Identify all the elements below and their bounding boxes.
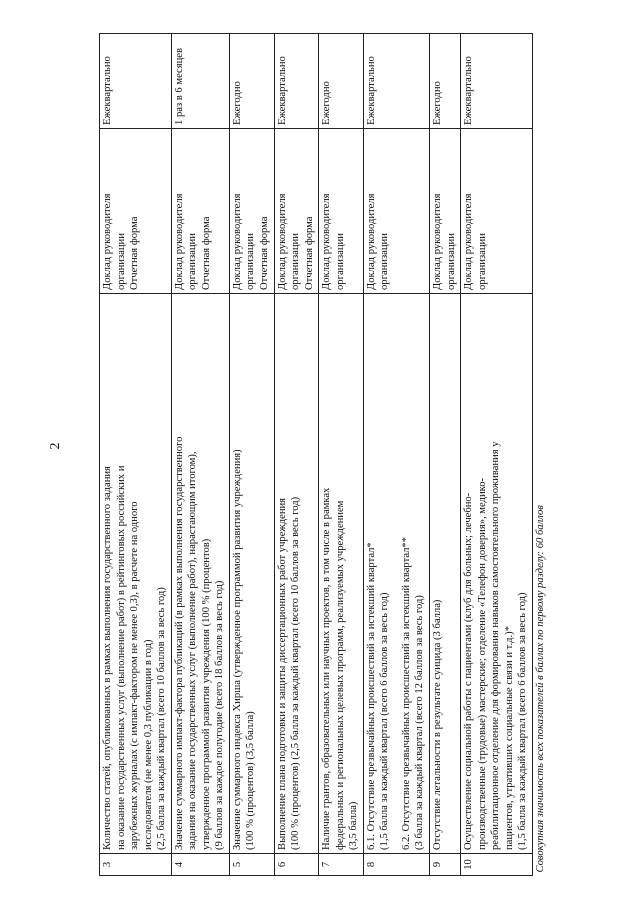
source-line: Доклад руководителя [276, 193, 288, 290]
indicator-line: Наличие грантов, образовательных или научных проектов, в том числе в рамках [321, 487, 333, 850]
indicator-cell [171, 294, 229, 854]
source-line: Доклад руководителя [432, 193, 444, 290]
indicator-line: 6.1. Отсутствие чрезвычайных происшествий за истекший квартал* [365, 542, 377, 850]
source-line: организации [445, 233, 457, 290]
source-cell [461, 129, 533, 294]
source-line: организации [476, 233, 488, 290]
period-cell: Ежегодно [430, 34, 461, 129]
indicator-line: (1,5 балла за каждый квартал (всего 6 баллов за весь год) [517, 592, 529, 850]
indicator-line: пациентов, утративших социальные связи и т.д.)* [503, 625, 515, 850]
indicator-cell [274, 294, 319, 854]
source-line: организации [245, 233, 257, 290]
source-cell [274, 129, 319, 294]
indicator-line: производственные (трудовые) мастерские; отделение «Телефон доверия», медико- [476, 477, 488, 850]
source-line: Отчетная форма [259, 216, 271, 290]
indicator-line: Значение суммарного импакт-фактора публикаций (в рамках выполнения государственного [173, 436, 185, 850]
table-row [229, 34, 274, 876]
indicator-line: Количество статей, опубликованных в рамках выполнения государственного задания [102, 466, 113, 850]
indicator-line: Осуществление социальной работы с пациентами (клуб для больных; лечебно- [463, 492, 475, 850]
criteria-table-body [100, 34, 533, 876]
period-cell: Ежеквартально [461, 34, 533, 129]
indicator-line: исследователя (не менее 0,3 публикации в год) [142, 639, 154, 850]
indicator-line: 6.2. Отсутствие чрезвычайных происшествий за истекший квартал** [400, 536, 412, 850]
indicator-cell [100, 294, 172, 854]
table-row [461, 34, 533, 876]
row-number: 8 [363, 854, 429, 876]
source-line: Доклад руководителя [173, 193, 185, 290]
criteria-table-container [99, 34, 546, 876]
total-row [532, 34, 549, 876]
indicator-line: Выполнение плана подготовки и защиты диссертационных работ учреждения [276, 497, 288, 850]
indicator-line: на оказание государственных услуг (выполнение работ) в рейтинговых российских и [115, 465, 127, 850]
indicator-line: реабилитационное отделение для формирования навыков самостоятельного проживания у [490, 441, 502, 850]
source-line: организации [290, 233, 302, 290]
table-row [319, 34, 364, 876]
row-number: 6 [274, 854, 319, 876]
indicator-cell [461, 294, 533, 854]
table-row [171, 34, 229, 876]
source-cell [319, 129, 364, 294]
indicator-line: Значение суммарного индекса Хирша (утвержденное программой развития учреждения) [231, 449, 243, 850]
period-cell: Ежегодно [319, 34, 364, 129]
source-line: Доклад руководителя [365, 193, 377, 290]
source-line: Доклад руководителя [231, 193, 243, 290]
source-cell [430, 129, 461, 294]
indicator-line: (3 балла за каждый квартал (всего 12 баллов за весь год) [414, 595, 426, 850]
row-number: 4 [171, 854, 229, 876]
source-cell [100, 129, 172, 294]
indicator-cell [363, 294, 429, 854]
source-line: Доклад руководителя [463, 193, 475, 290]
table-row [430, 34, 461, 876]
source-line: Отчетная форма [303, 216, 315, 290]
table-row [100, 34, 172, 876]
source-line: Доклад руководителя [321, 193, 333, 290]
period-cell: 1 раз в 6 месяцев [171, 34, 229, 129]
indicator-cell [229, 294, 274, 854]
indicator-cell [430, 294, 461, 854]
source-line: организации [115, 233, 127, 290]
indicator-cell [319, 294, 364, 854]
indicator-line: задания на оказание государственных услуг (выполнение работ), нарастающим итогом), [187, 451, 199, 850]
indicator-line: Отсутствие летальности в результате суицида (3 балла) [432, 599, 444, 850]
period-cell: Ежеквартально [363, 34, 429, 129]
row-number: 3 [100, 854, 172, 876]
total-text: Совокупная значимость всех показателей в баллах по первому разделу: 60 баллов [532, 34, 549, 876]
period-cell: Ежегодно [229, 34, 274, 129]
indicator-line: (3,5 балла) [348, 801, 360, 850]
indicator-line: (2,5 балла за каждый квартал (всего 10 баллов за весь год) [156, 587, 168, 850]
indicator-line: (1,5 балла за каждый квартал (всего 6 баллов за весь год) [379, 592, 391, 850]
row-number: 5 [229, 854, 274, 876]
indicator-line: (9 баллов за каждое полугодие (всего 18 баллов за весь год) [214, 580, 226, 850]
source-line: Доклад руководителя [102, 193, 113, 290]
source-line: организации [334, 233, 346, 290]
source-line: Отчетная форма [129, 216, 141, 290]
row-number: 9 [430, 854, 461, 876]
source-line: организации [187, 233, 199, 290]
source-line: организации [379, 233, 391, 290]
table-row [363, 34, 429, 876]
criteria-table [99, 33, 549, 876]
indicator-line: утвержденное программой развития учреждения (100 % (процентов) [200, 538, 212, 850]
indicator-line: федеральных и региональных целевых программ, реализуемых учреждением [334, 500, 346, 850]
table-row [274, 34, 319, 876]
page-number: 2 [48, 442, 63, 450]
source-line: Отчетная форма [200, 216, 212, 290]
period-cell: Ежеквартально [274, 34, 319, 129]
row-number: 10 [461, 854, 533, 876]
period-cell: Ежеквартально [100, 34, 172, 129]
indicator-line: (100 % (процентов) (2,5 балла за каждый квартал (всего 10 баллов за весь год) [290, 496, 302, 850]
source-cell [171, 129, 229, 294]
indicator-line: (100 % (процентов) (3,5 балла) [245, 711, 257, 850]
indicator-line: зарубежных журналах (с импакт-фактором не менее 0,3), в расчете на одного [129, 501, 141, 850]
source-cell [229, 129, 274, 294]
source-cell [363, 129, 429, 294]
indicator-gap [392, 297, 400, 850]
row-number: 7 [319, 854, 364, 876]
